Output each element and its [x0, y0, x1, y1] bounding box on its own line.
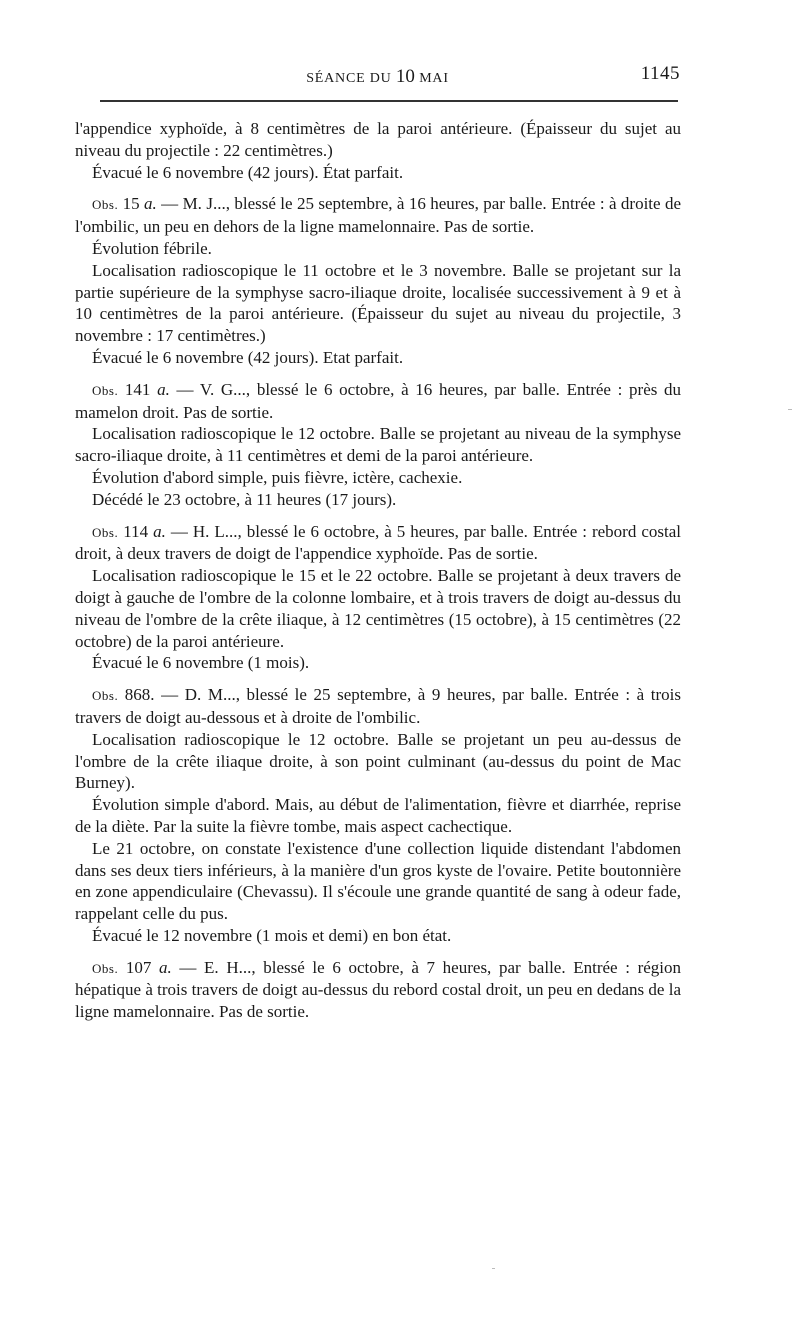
obs-number: 107 — [125, 957, 152, 977]
obs-label: Obs. — [92, 524, 119, 540]
paragraph: Évacué le 12 novembre (1 mois et demi) en bon état. — [92, 925, 452, 945]
paragraph: Localisation radioscopique le 12 octobre. Balle se projetant au niveau de la symphyse sacro-iliaque droite, à 11 centimètres et demi de la paroi antérieure. — [75, 424, 681, 466]
obs-label: Obs. — [92, 197, 119, 213]
paragraph: Évolution d'abord simple, puis fièvre, ictère, cachexie. — [92, 467, 463, 487]
obs-label: Obs. — [92, 382, 119, 398]
seance-day: 10 — [395, 66, 415, 87]
paragraph: Évacué le 6 novembre (42 jours). Etat parfait. — [92, 347, 404, 367]
body-text — [75, 118, 681, 1023]
observation-paragraph: Obs. 141 a. — V. G..., blessé le 6 octobre, à 16 heures, par balle. Entrée : près du mamelon droit. Pas de sortie. — [75, 379, 682, 422]
observation-paragraph: Obs. 868. — D. M..., blessé le 25 septembre, à 9 heures, par balle. Entrée : à trois travers de doigt au-dessous et à droite de l'ombilic. — [75, 685, 682, 727]
paragraph: Évacué le 6 novembre (1 mois). — [92, 653, 310, 673]
observation-paragraph: Obs. 15 a. — M. J..., blessé le 25 septembre, à 16 heures, par balle. Entrée : à droite de l'ombilic, un peu en dehors de la ligne mamelonnaire. Pas de sortie. — [75, 194, 682, 237]
running-title — [75, 66, 680, 88]
paragraph: Évacué le 6 novembre (42 jours). État parfait. — [92, 162, 404, 182]
obs-suffix: a. — [153, 521, 166, 541]
obs-suffix: a. — [157, 379, 170, 399]
obs-suffix: a. — [144, 194, 157, 214]
paragraph: Évolution simple d'abord. Mais, au début de l'alimentation, fièvre et diarrhée, reprise de la diète. Par la suite la fièvre tombe, mais aspect cachectique. — [75, 795, 681, 836]
paragraph: Décédé le 23 octobre, à 11 heures (17 jours). — [92, 489, 397, 509]
obs-number: 15 — [122, 194, 140, 214]
obs-label: Obs. — [92, 688, 119, 704]
seance-label: SÉANCE DU — [306, 71, 392, 86]
paragraph: Le 21 octobre, on constate l'existence d'une collection liquide distendant l'abdomen dans ses deux tiers inférieurs, à la manière d'un gros kyste de l'ovaire. Petite boutonnière en zone appendiculaire (Chevassu). Il s'écoule une grande quantité de sang à odeur fade, rappelant celle du pus. — [75, 838, 681, 924]
obs-number: 114 — [123, 521, 149, 541]
obs-number: 868. — [124, 685, 155, 705]
margin-speck — [788, 409, 792, 410]
margin-speck — [492, 1268, 495, 1269]
obs-label: Obs. — [92, 960, 119, 976]
paragraph: l'appendice xyphoïde, à 8 centimètres de la paroi antérieure. (Épaisseur du sujet au niveau du projectile : 22 centimètres.) — [75, 119, 681, 160]
paragraph: Localisation radioscopique le 15 et le 22 octobre. Balle se projetant à deux travers de doigt à gauche de l'ombre de la colonne lombaire, et à trois travers de doigt au-dessus du niveau de l'ombre de la crête iliaque, à 12 centimètres (15 octobre), à 15 centimètres (22 octobre) de la paroi antérieure. — [75, 566, 681, 651]
obs-number: 141 — [124, 379, 151, 399]
paragraph: Évolution fébrile. — [92, 238, 212, 258]
observation-paragraph: Obs. 114 a. — H. L..., blessé le 6 octobre, à 5 heures, par balle. Entrée : rebord costal droit, à deux travers de doigt de l'appendice xyphoïde. Pas de sortie. — [75, 521, 681, 564]
observation-paragraph: Obs. 107 a. — E. H..., blessé le 6 octobre, à 7 heures, par balle. Entrée : région hépatique à trois travers de doigt au-dessus du rebord costal droit, un peu en dedans de la ligne mamelonnaire. Pas de sortie. — [75, 957, 682, 1022]
seance-month: MAI — [419, 71, 449, 86]
header-rule — [100, 100, 678, 102]
obs-suffix: a. — [159, 957, 172, 977]
paragraph: Localisation radioscopique le 12 octobre. Balle se projetant un peu au-dessus de l'ombre de la crête iliaque droite, à son point culminant (au-dessus du point de Mac Burney). — [75, 729, 681, 793]
page-number: 1145 — [640, 63, 680, 84]
running-head — [75, 62, 680, 88]
paragraph: Localisation radioscopique le 11 octobre et le 3 novembre. Balle se projetant sur la partie supérieure de la symphyse sacro-iliaque droite, localisée successivement à 9 et à 10 centimètres de la paroi antérieure. (Épaisseur du sujet au niveau du projectile, 3 novembre : 17 centimètres.) — [75, 260, 681, 346]
